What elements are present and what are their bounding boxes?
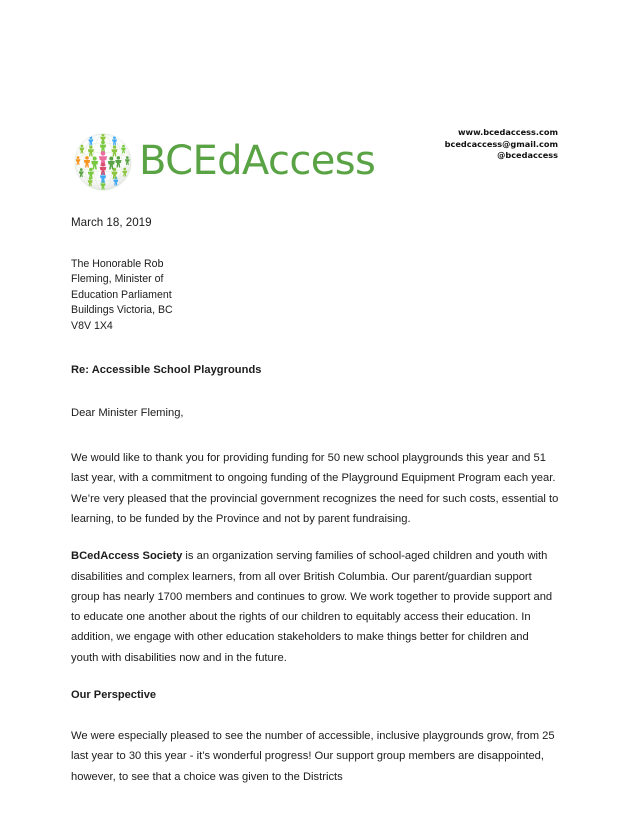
salutation: Dear Minister Fleming,	[71, 407, 184, 420]
recipient-line: Buildings Victoria, BC	[71, 304, 173, 317]
paragraph-about-society	[71, 546, 559, 668]
paragraph-perspective: We were especially pleased to see the number of accessible, inclusive playgrounds grow, from 25 last year to 30 this year - it’s wonderful progress! Our support group members are disappointed, however, to see that a choice was given to the Districts	[71, 730, 555, 783]
section-heading-our-perspective: Our Perspective	[71, 689, 157, 701]
recipient-address	[71, 257, 211, 334]
recipient-line: Fleming, Minister of	[71, 273, 164, 286]
paragraph-thanks: We would like to thank you for providing funding for 50 new school playgrounds this year and 51 last year, with a commitment to ongoing funding of the Playground Equipment Program each year. We’re very pleased that the provincial government recognizes the need for such costs, essential to learning, to be funded by the Province and not by parent fundraising.	[71, 452, 559, 525]
recipient-line: Education Parliament	[71, 288, 172, 301]
recipient-line: The Honorable Rob	[71, 258, 164, 270]
contact-social-handle: @bcedaccess	[497, 150, 558, 161]
subject-line: Re: Accessible School Playgrounds	[71, 364, 262, 377]
recipient-line: V8V 1X4	[71, 319, 113, 332]
society-name: BCedAccess Society	[71, 550, 183, 563]
letter-date: March 18, 2019	[71, 216, 152, 229]
society-description: is an organization serving families of school-aged children and youth with disabilities and complex learners, from all over British Columbia. Our parent/guardian support group has nearly 1700 members and continues to grow. We work together to provide support and to educate one another about the rights of our children to equitably access their education. In addition, we engage with other education stakeholders to make things better for children and youth with disabilities now and in the future.	[71, 550, 553, 664]
organization-logo	[71, 130, 375, 194]
contact-email: bcedcaccess@gmail.com	[444, 138, 558, 149]
contact-website: www.bcedaccess.com	[457, 127, 558, 137]
contact-info	[445, 127, 558, 162]
letter-body	[71, 215, 559, 804]
letterhead	[0, 124, 630, 202]
globe-of-people-logo-icon	[71, 130, 135, 194]
logo-wordmark: BCEdAccess	[139, 137, 376, 184]
